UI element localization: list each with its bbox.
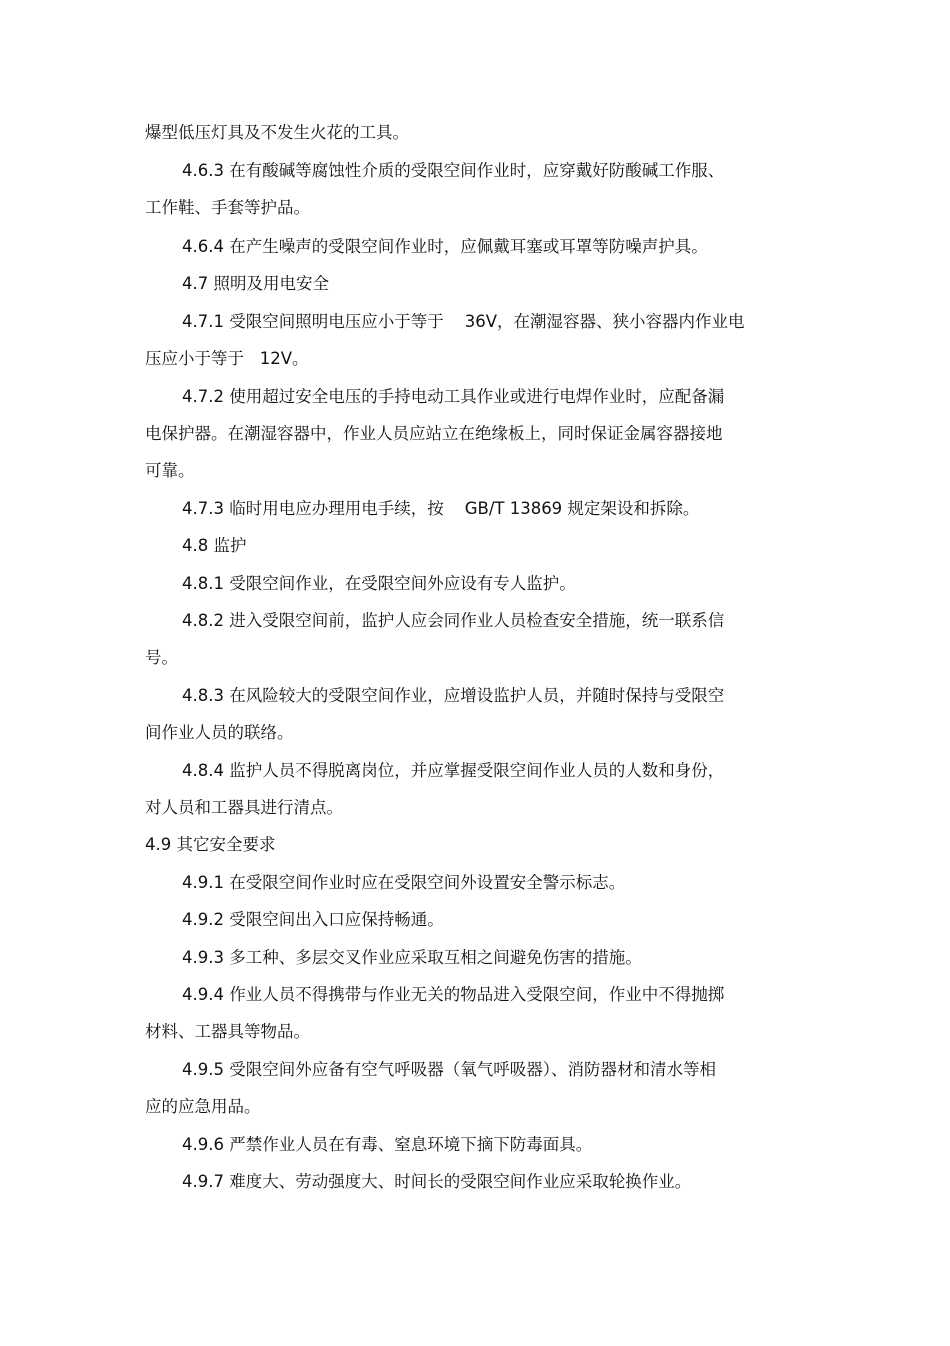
text-line: 工作鞋、手套等护品。 — [145, 198, 310, 217]
text-line: 4.8.4 监护人员不得脱离岗位，并应掌握受限空间作业人员的人数和身份， — [182, 761, 725, 780]
text-line: 4.7.1 受限空间照明电压应小于等于 36V，在潮湿容器、狭小容器内作业电 — [182, 312, 745, 331]
text-line: 材料、工器具等物品。 — [145, 1022, 310, 1041]
text-line: 压应小于等于 12V。 — [145, 349, 309, 368]
text-line: 对人员和工器具进行清点。 — [145, 798, 343, 817]
text-line: 4.9.2 受限空间出入口应保持畅通。 — [182, 910, 444, 929]
text-line: 4.8.3 在风险较大的受限空间作业，应增设监护人员，并随时保持与受限空 — [182, 686, 725, 705]
text-line: 4.6.3 在有酸碱等腐蚀性介质的受限空间作业时，应穿戴好防酸碱工作服、 — [182, 161, 725, 180]
text-line: 应的应急用品。 — [145, 1097, 261, 1116]
text-line: 4.8.1 受限空间作业，在受限空间外应设有专人监护。 — [182, 574, 576, 593]
text-line: 电保护器。在潮湿容器中，作业人员应站立在绝缘板上，同时保证金属容器接地 — [145, 424, 723, 443]
text-line: 4.7.3 临时用电应办理用电手续，按 GB/T 13869 规定架设和拆除。 — [182, 499, 700, 518]
text-line: 间作业人员的联络。 — [145, 723, 294, 742]
text-line: 爆型低压灯具及不发生火花的工具。 — [145, 123, 409, 142]
section-heading: 4.9 其它安全要求 — [145, 835, 276, 854]
text-line: 4.9.6 严禁作业人员在有毒、窒息环境下摘下防毒面具。 — [182, 1135, 593, 1154]
text-line: 4.9.5 受限空间外应备有空气呼吸器（氧气呼吸器）、消防器材和清水等相 — [182, 1060, 716, 1079]
text-line: 4.7.2 使用超过安全电压的手持电动工具作业或进行电焊作业时，应配备漏 — [182, 387, 725, 406]
section-heading: 4.8 监护 — [182, 536, 247, 555]
text-line: 4.9.7 难度大、劳动强度大、时间长的受限空间作业应采取轮换作业。 — [182, 1172, 692, 1191]
section-heading: 4.7 照明及用电安全 — [182, 274, 329, 293]
text-line: 可靠。 — [145, 461, 195, 480]
text-line: 4.9.4 作业人员不得携带与作业无关的物品进入受限空间，作业中不得抛掷 — [182, 985, 725, 1004]
text-line: 4.6.4 在产生噪声的受限空间作业时，应佩戴耳塞或耳罩等防噪声护具。 — [182, 237, 708, 256]
text-line: 4.9.1 在受限空间作业时应在受限空间外设置安全警示标志。 — [182, 873, 626, 892]
text-line: 号。 — [145, 648, 178, 667]
text-line: 4.8.2 进入受限空间前，监护人应会同作业人员检查安全措施，统一联系信 — [182, 611, 725, 630]
text-line: 4.9.3 多工种、多层交叉作业应采取互相之间避免伤害的措施。 — [182, 948, 642, 967]
